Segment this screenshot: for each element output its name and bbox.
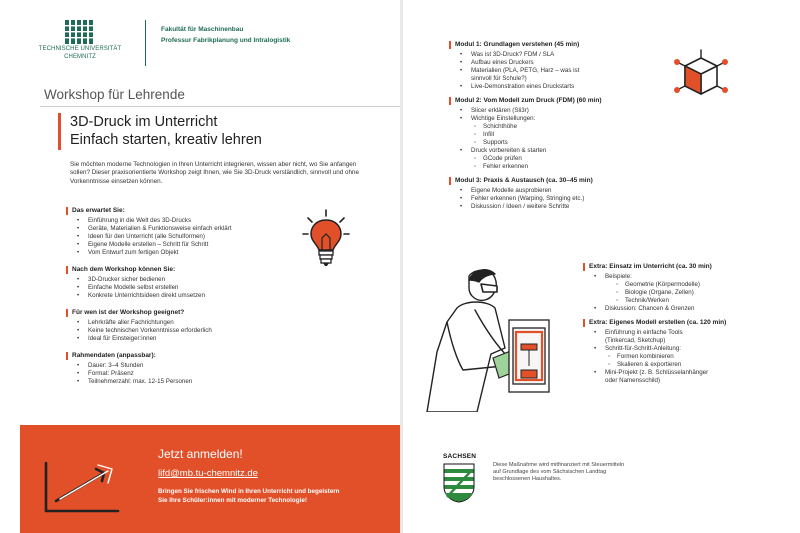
extra-own-model xyxy=(583,319,793,385)
list-item: • Lehrkräfte aller Fachrichtungen xyxy=(66,319,306,327)
main-title-line2: Einfach starten, kreativ lehren xyxy=(70,132,262,148)
section-expect xyxy=(66,207,306,257)
list-item: • Schritt-für-Schritt-Anleitung: xyxy=(583,345,793,353)
section-framework xyxy=(66,352,306,386)
faculty-name: Fakultät für Maschinenbau xyxy=(161,26,244,33)
section-title: Rahmendaten (anpassbar): xyxy=(66,352,306,360)
list-item: • Beispiele: xyxy=(583,273,793,281)
list-item: • Ideen für den Unterricht (alle Schulformen) xyxy=(66,233,306,241)
funding-notice: Diese Maßnahme wird mitfinanziert mit Steuermitteln auf Grundlage des vom Sächsischen Landtag beschlossenen Haushaltes. xyxy=(493,462,625,482)
section-after xyxy=(66,266,306,300)
left-sections xyxy=(66,207,306,386)
right-page xyxy=(403,0,800,533)
list-item: • Geräte, Materialien & Funktionsweise einfach erklärt xyxy=(66,225,306,233)
extra-title: Extra: Eigenes Modell erstellen (ca. 120 min) xyxy=(583,319,793,327)
list-item: ◦ Skalieren & exportieren xyxy=(583,361,793,369)
cta-email-link[interactable]: lifd@mb.tu-chemnitz.de xyxy=(158,468,258,479)
professorship-name: Professur Fabrikplanung und Intralogistik xyxy=(161,37,291,44)
faculty-block xyxy=(161,24,290,46)
list-item: ◦ Geometrie (Körpermodelle) xyxy=(583,281,793,289)
list-item: • Was ist 3D-Druck? FDM / SLA xyxy=(449,51,689,59)
list-item: (Tinkercad, Sketchup) xyxy=(605,337,666,344)
main-title-line1: 3D-Druck im Unterricht xyxy=(70,114,218,130)
list-item: • Keine technischen Vorkenntnisse erforderlich xyxy=(66,327,306,335)
list-item: sinnvoll für Schule?) xyxy=(471,75,527,82)
module-title: Modul 3: Praxis & Austausch (ca. 30–45 min) xyxy=(449,177,689,185)
cta-text-line2: Sie Ihre Schüler:innen mit moderner Technologie! xyxy=(158,497,307,504)
list-item: • Eigene Modelle ausprobieren xyxy=(449,187,689,195)
list-item: ◦ GCode prüfen xyxy=(449,155,689,163)
list-item: • Dauer: 3–4 Stunden xyxy=(66,362,306,370)
logo-line2: CHEMNITZ xyxy=(64,53,96,60)
cta-text xyxy=(158,487,340,505)
module-3 xyxy=(449,177,689,211)
list-item: • Fehler erkennen (Warping, Stringing etc.) xyxy=(449,195,689,203)
arrow-icon xyxy=(42,455,132,515)
list-item: • Diskussion: Chancen & Grenzen xyxy=(583,305,793,313)
cta-panel xyxy=(20,425,400,533)
extras-list xyxy=(583,263,793,385)
module-title: Modul 1: Grundlagen verstehen (45 min) xyxy=(449,41,689,49)
sachsen-coat-of-arms-icon xyxy=(443,463,475,503)
tu-logo-icon xyxy=(65,20,95,44)
list-item: • Slicer erklären (Sli3r) xyxy=(449,107,689,115)
list-item: • Teilnehmerzahl: max. 12-15 Personen xyxy=(66,378,306,386)
extra-classroom xyxy=(583,263,793,313)
list-item: • Mini-Projekt (z. B. Schlüsselanhänger xyxy=(583,369,793,377)
list-item: ◦ Schichthöhe xyxy=(449,123,689,131)
section-title: Für wen ist der Workshop geeignet? xyxy=(66,309,306,317)
title-rule xyxy=(40,106,400,107)
list-item: • Druck vorbereiten & starten xyxy=(449,147,689,155)
cta-title: Jetzt anmelden! xyxy=(158,447,243,461)
intro-text: Sie möchten moderne Technologien in Ihren Unterricht integrieren, wissen aber nicht, wo Sie anfangen sollen? Dieser praxisorientierte Workshop zeigt Ihnen, wie Sie 3D-Druck verständlich, sinnvoll und ohne Vorkenntnisse einsetzen können. xyxy=(70,161,359,185)
cube-icon xyxy=(671,44,731,104)
list-item: • Wichtige Einstellungen: xyxy=(449,115,689,123)
list-item: • Ideal für Einsteiger:innen xyxy=(66,335,306,343)
list-item: • Aufbau eines Druckers xyxy=(449,59,689,67)
tu-logo xyxy=(34,20,126,61)
list-item: • Format: Präsenz xyxy=(66,370,306,378)
workshop-title: Workshop für Lehrende xyxy=(44,87,185,102)
module-2 xyxy=(449,97,689,171)
list-item: • Live-Demonstration eines Druckstarts xyxy=(449,83,689,91)
list-item: • Einfache Modelle selbst erstellen xyxy=(66,284,306,292)
module-title: Modul 2: Vom Modell zum Druck (FDM) (60 min) xyxy=(449,97,689,105)
logo-line1: TECHNISCHE UNIVERSITÄT xyxy=(38,46,122,52)
list-item: • Konkrete Unterrichtsideen direkt umsetzen xyxy=(66,292,306,300)
list-item: • Diskussion / Ideen / weitere Schritte xyxy=(449,203,689,211)
extra-title: Extra: Einsatz im Unterricht (ca. 30 min) xyxy=(583,263,793,271)
list-item: • Materialien (PLA, PETG, Harz – was ist xyxy=(449,67,689,75)
header-divider xyxy=(145,20,146,66)
module-list xyxy=(449,41,689,211)
list-item: ◦ Fehler erkennen xyxy=(449,163,689,171)
title-accent-bar xyxy=(58,113,61,150)
sachsen-label: SACHSEN xyxy=(443,453,477,460)
list-item: • Eigene Modelle erstellen – Schritt für Schritt xyxy=(66,241,306,249)
lightbulb-icon xyxy=(302,208,350,270)
list-item: oder Namensschild) xyxy=(605,377,661,384)
list-item: ◦ Technik/Werken xyxy=(583,297,793,305)
section-audience xyxy=(66,309,306,343)
module-1 xyxy=(449,41,689,91)
person-3d-printer-illustration xyxy=(417,262,587,412)
list-item: ◦ Formen kombinieren xyxy=(583,353,793,361)
list-item: ◦ Biologie (Organe, Zellen) xyxy=(583,289,793,297)
cta-text-line1: Bringen Sie frischen Wind in Ihren Unterricht und begeistern xyxy=(158,488,340,495)
list-item: ◦ Infill xyxy=(449,131,689,139)
list-item: • Einführung in die Welt des 3D-Drucks xyxy=(66,217,306,225)
list-item: • 3D-Drucker sicher bedienen xyxy=(66,276,306,284)
list-item: ◦ Supports xyxy=(449,139,689,147)
section-title: Das erwartet Sie: xyxy=(66,207,306,215)
section-title: Nach dem Workshop können Sie: xyxy=(66,266,306,274)
list-item: • Vom Entwurf zum fertigen Objekt xyxy=(66,249,306,257)
main-title xyxy=(70,113,262,149)
list-item: • Einführung in einfache Tools xyxy=(583,329,793,337)
